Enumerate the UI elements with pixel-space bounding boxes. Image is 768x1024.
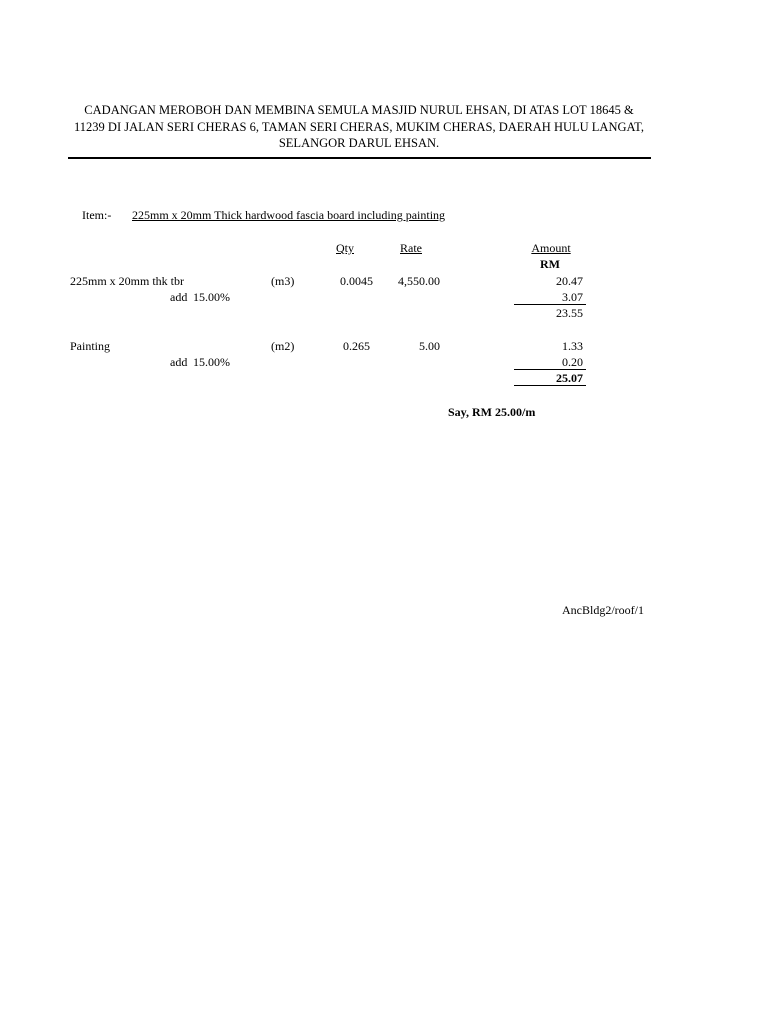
grand-total: 25.07 — [556, 371, 583, 385]
row-2-amount: 1.33 — [562, 339, 583, 353]
header-divider — [68, 157, 651, 159]
page-reference: AncBldg2/roof/1 — [562, 603, 644, 617]
column-header-qty: Qty — [336, 241, 354, 255]
column-header-amount: Amount — [531, 241, 571, 255]
item-description: 225mm x 20mm Thick hardwood fascia board including painting — [132, 208, 446, 222]
row-2-rate: 5.00 — [419, 339, 440, 353]
row-1-rate: 4,550.00 — [398, 274, 440, 288]
title-line-3: SELANGOR DARUL EHSAN. — [278, 136, 440, 150]
row-1-unit: (m3) — [271, 274, 295, 288]
row-2-add-label: add — [170, 355, 188, 369]
row-2-description: Painting — [70, 339, 111, 353]
row-2-qty: 0.265 — [343, 339, 370, 353]
row-1-add-label: add — [170, 290, 188, 304]
say-amount: Say, RM 25.00/m — [448, 405, 536, 419]
row-1-qty: 0.0045 — [340, 274, 373, 288]
row-1-add-amount: 3.07 — [562, 290, 583, 304]
column-header-currency: RM — [540, 257, 560, 271]
total-double-rule — [514, 385, 586, 386]
row-1-subtotal: 23.55 — [556, 306, 583, 320]
title-line-2: 11239 DI JALAN SERI CHERAS 6, TAMAN SERI CHERAS, MUKIM CHERAS, DAERAH HULU LANGAT, — [74, 119, 644, 134]
row-1-amount: 20.47 — [556, 274, 583, 288]
column-header-rate: Rate — [400, 241, 422, 255]
title-line-1: CADANGAN MEROBOH DAN MEMBINA SEMULA MASJID NURUL EHSAN, DI ATAS LOT 18645 & — [84, 103, 634, 117]
row-2-unit: (m2) — [271, 339, 295, 353]
row-1-add-percent: 15.00% — [193, 290, 230, 304]
item-label: Item:- — [82, 208, 112, 222]
document-title — [68, 102, 650, 152]
row-2-add-percent: 15.00% — [193, 355, 230, 369]
row-2-add-amount: 0.20 — [562, 355, 583, 369]
row-1-description: 225mm x 20mm thk tbr — [70, 274, 184, 288]
